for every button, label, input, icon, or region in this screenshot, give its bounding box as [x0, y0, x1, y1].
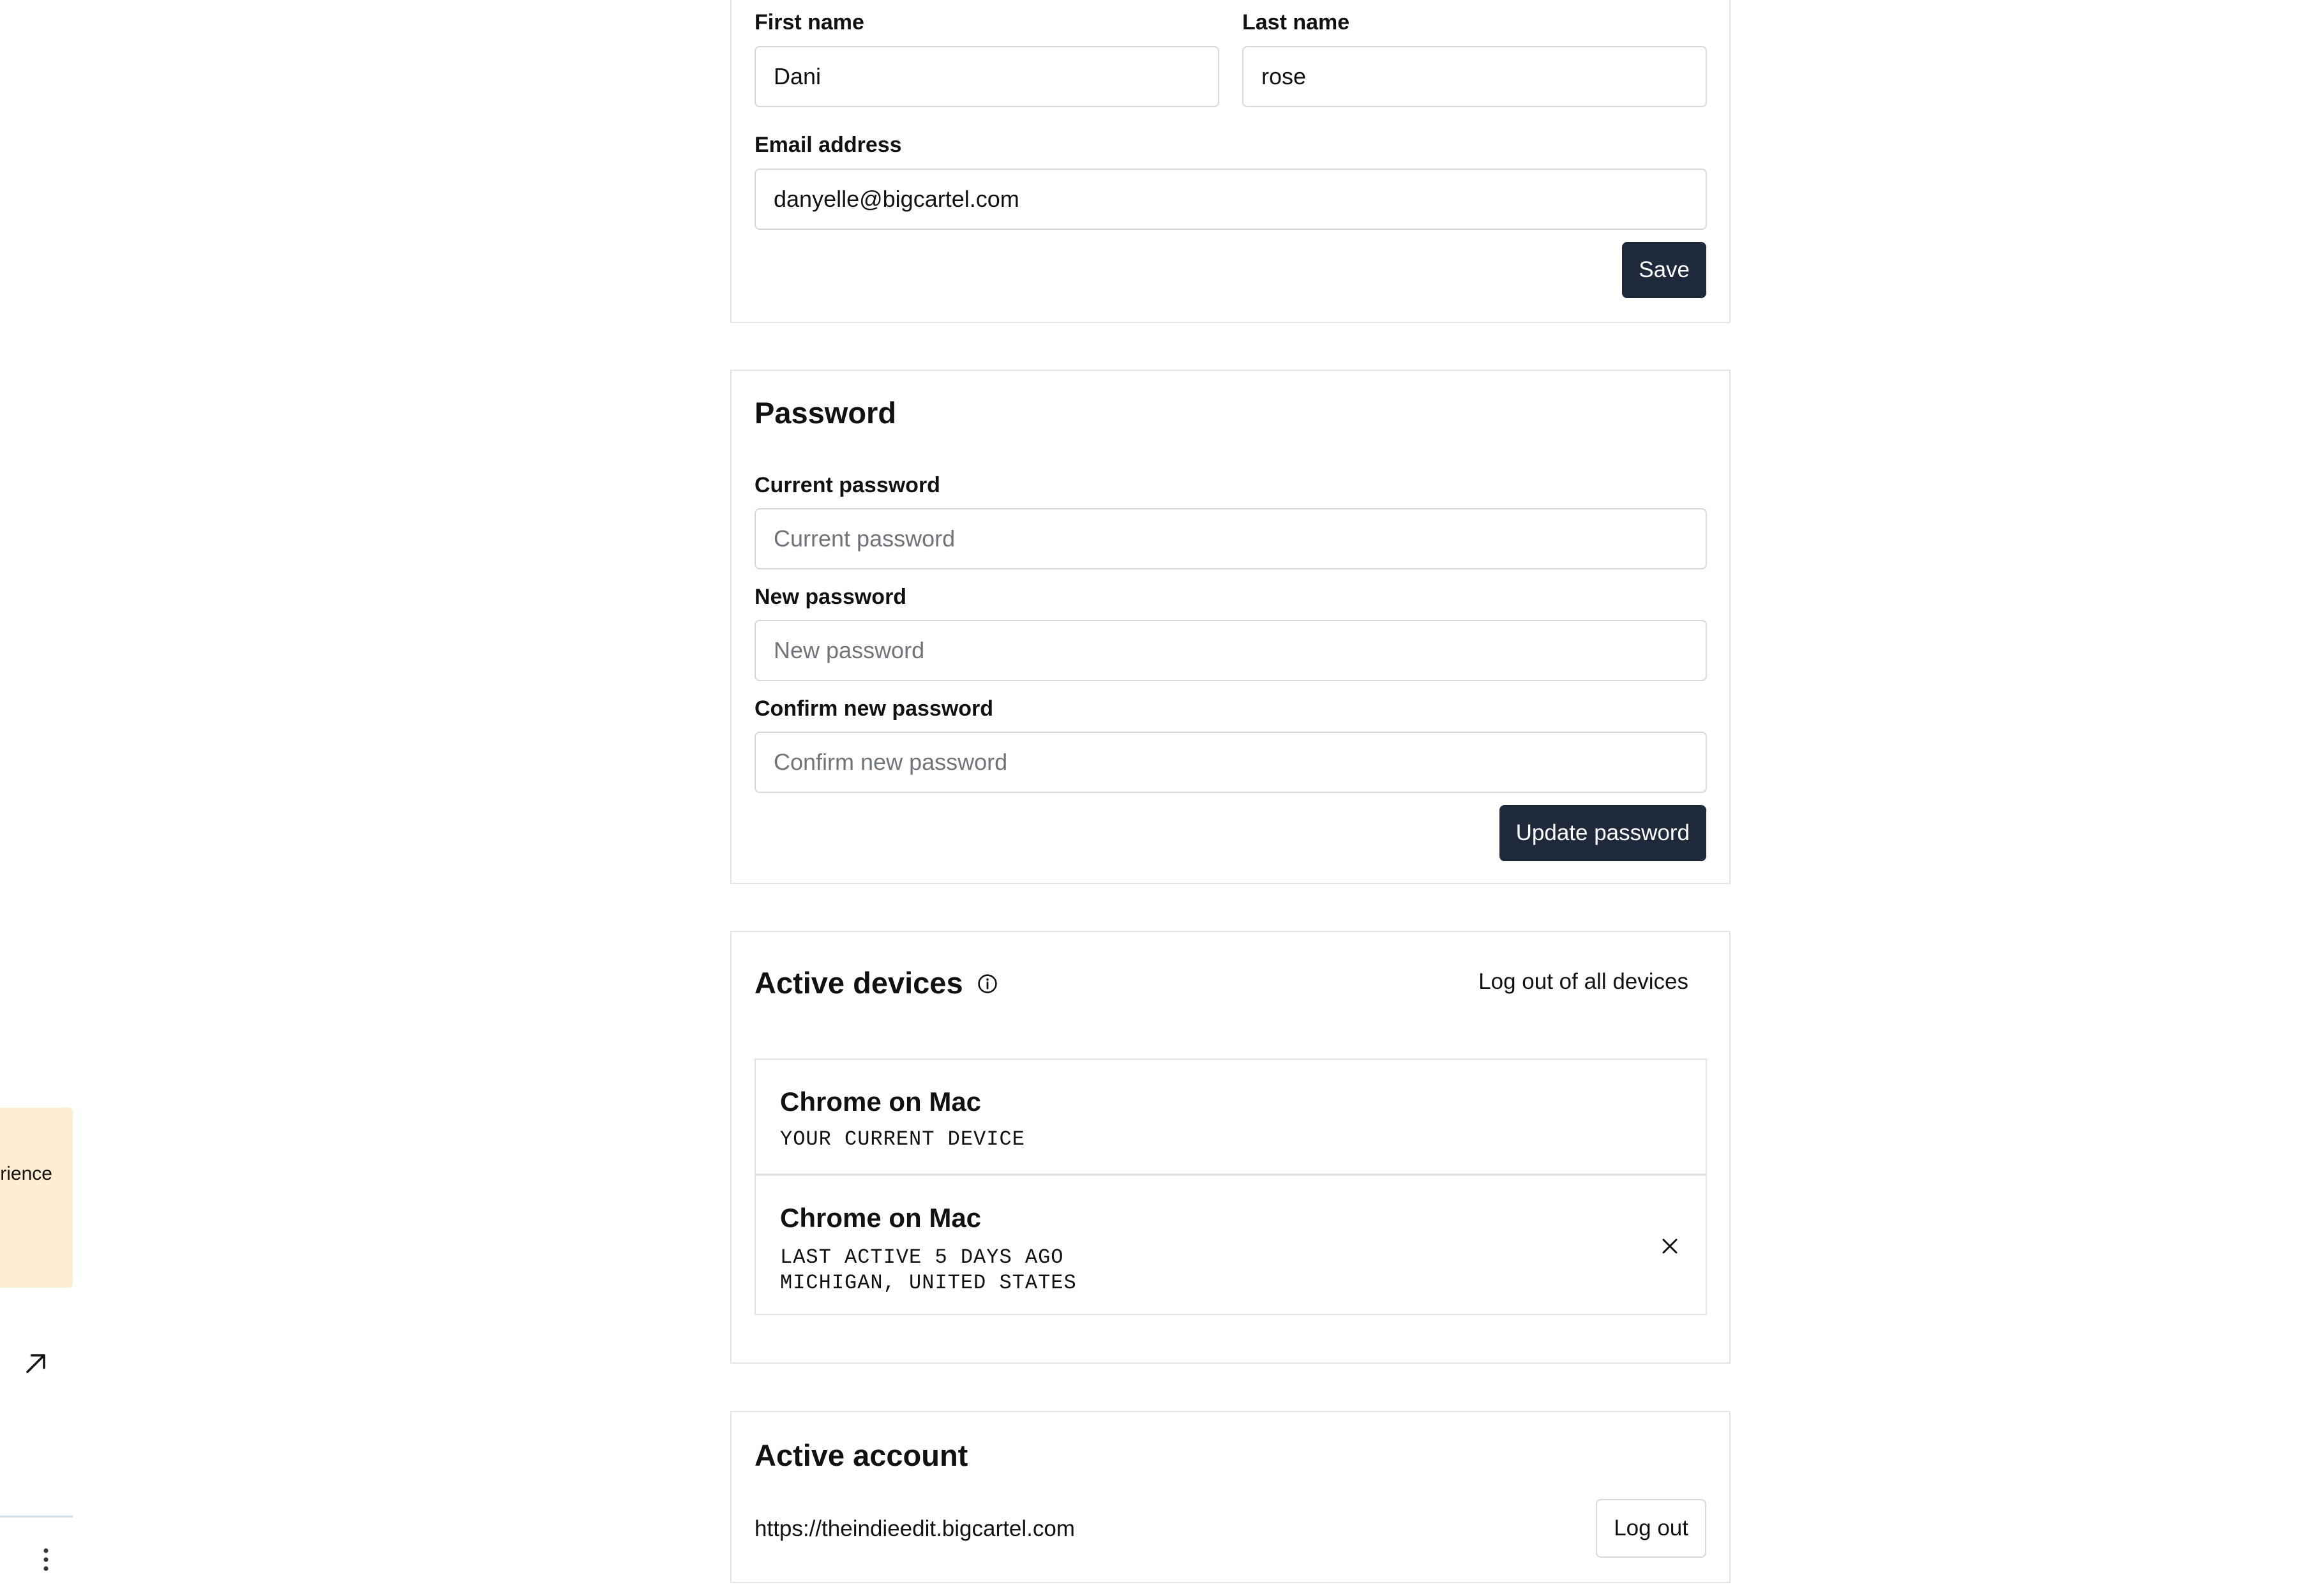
active-devices-title: Active devices — [755, 966, 963, 1000]
vertical-dots-icon[interactable] — [36, 1544, 56, 1576]
device-name: Chrome on Mac — [780, 1203, 982, 1233]
password-title: Password — [755, 396, 897, 430]
promo-banner[interactable] — [0, 1108, 73, 1288]
current-password-label: Current password — [755, 473, 940, 497]
device-location: MICHIGAN, UNITED STATES — [780, 1271, 1077, 1295]
store-url: https://theindieedit.bigcartel.com — [755, 1516, 1075, 1541]
promo-text: rience — [0, 1163, 52, 1184]
first-name-label: First name — [755, 10, 864, 34]
email-label: Email address — [755, 133, 902, 157]
last-name-label: Last name — [1242, 10, 1350, 34]
active-account-card — [730, 1411, 1731, 1583]
first-name-input[interactable] — [755, 46, 1219, 107]
new-password-input[interactable] — [755, 620, 1707, 681]
password-card — [730, 370, 1731, 884]
active-account-title: Active account — [755, 1438, 968, 1472]
device-status: YOUR CURRENT DEVICE — [780, 1127, 1025, 1151]
active-devices-card — [730, 931, 1731, 1364]
logout-all-devices-button[interactable]: Log out of all devices — [1478, 969, 1688, 994]
device-name: Chrome on Mac — [780, 1087, 982, 1117]
info-icon[interactable] — [977, 973, 998, 995]
device-item-other — [755, 1175, 1707, 1315]
current-password-input[interactable] — [755, 508, 1707, 569]
sidebar-divider — [0, 1516, 73, 1517]
device-last-active: LAST ACTIVE 5 DAYS AGO — [780, 1246, 1064, 1269]
email-input[interactable] — [755, 169, 1707, 230]
device-item-current — [755, 1058, 1707, 1175]
profile-card — [730, 0, 1731, 323]
new-password-label: New password — [755, 585, 907, 609]
save-button[interactable]: Save — [1622, 242, 1706, 298]
sidebar — [0, 0, 73, 1596]
logout-button[interactable]: Log out — [1596, 1499, 1706, 1558]
close-icon — [1657, 1233, 1683, 1259]
confirm-password-input[interactable] — [755, 732, 1707, 793]
confirm-password-label: Confirm new password — [755, 696, 994, 721]
arrow-up-right-icon[interactable] — [19, 1347, 52, 1380]
update-password-button[interactable]: Update password — [1499, 805, 1706, 861]
last-name-input[interactable] — [1242, 46, 1707, 107]
remove-device-button[interactable] — [1657, 1233, 1683, 1259]
